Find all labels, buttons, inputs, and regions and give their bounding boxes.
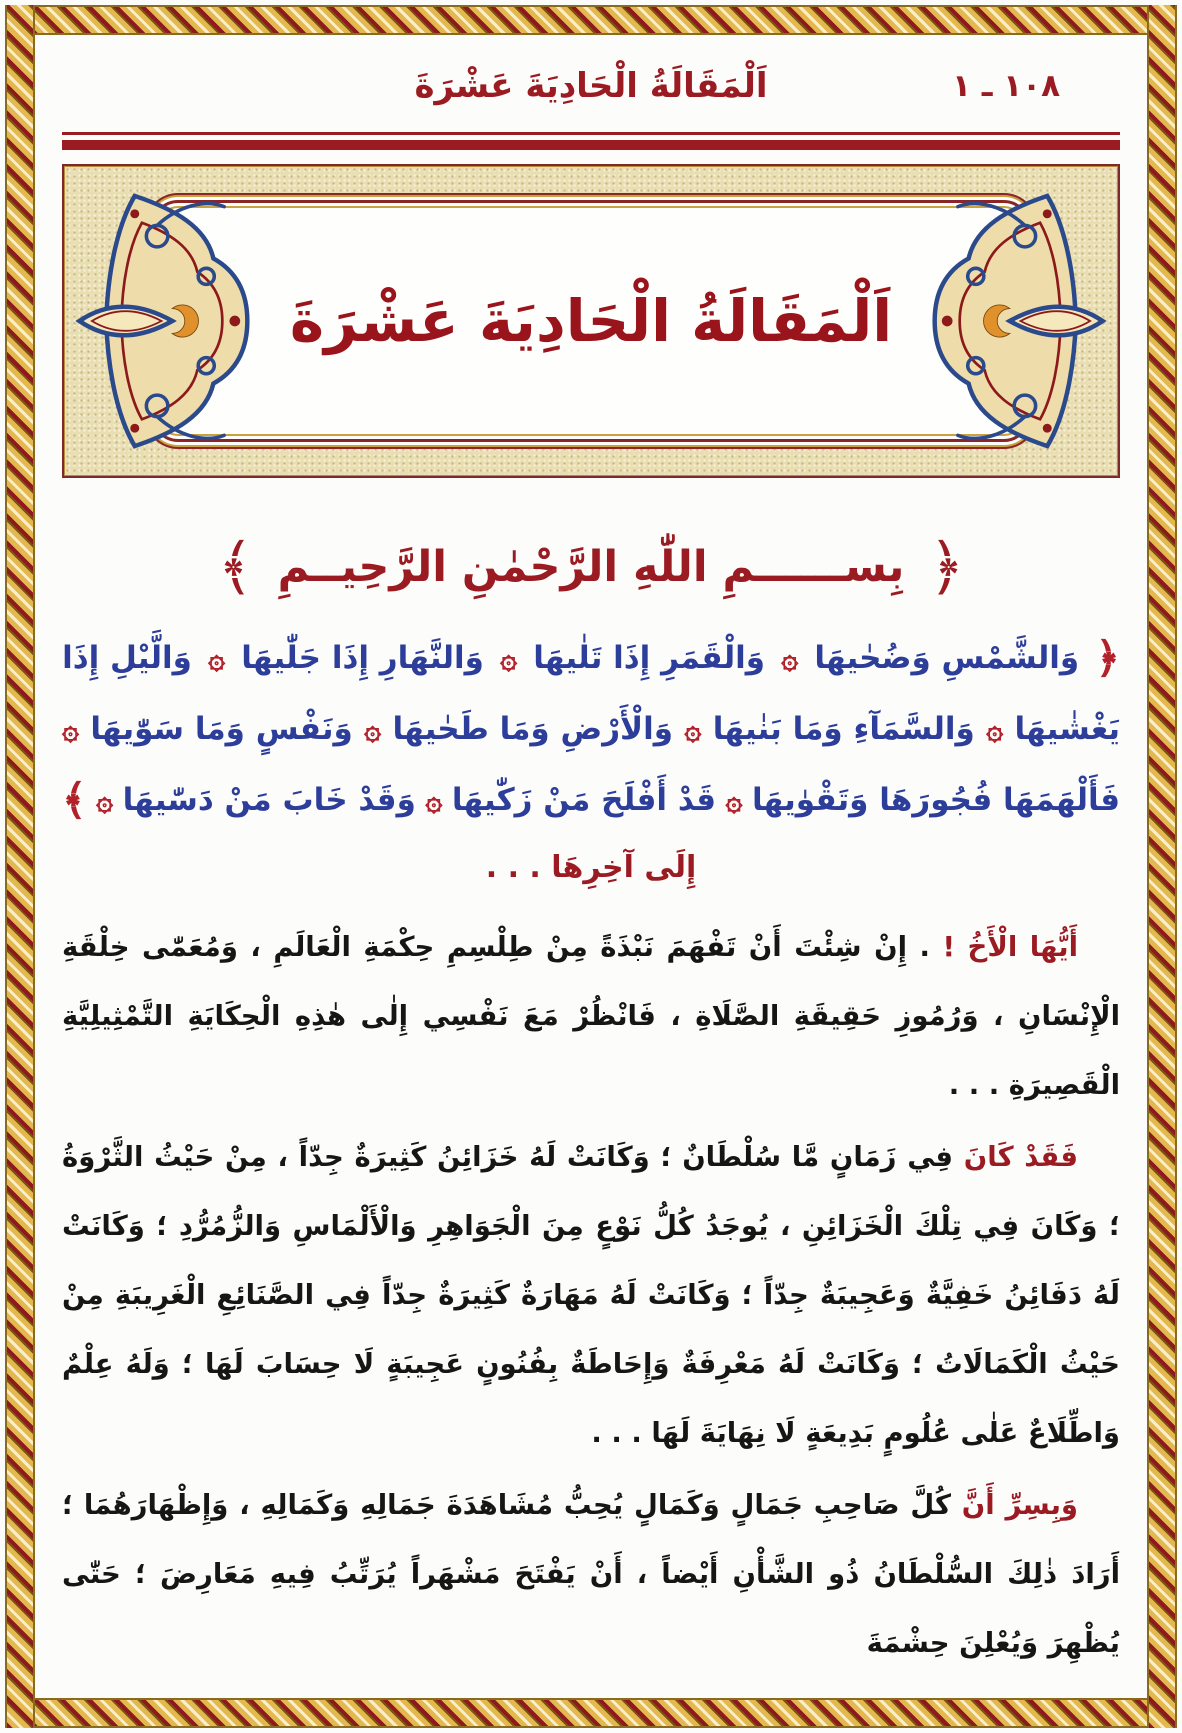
paragraph (62, 1471, 1120, 1678)
header-rule-thin (62, 132, 1120, 135)
verse-text: وَالْقَمَرِ إِذَا تَلٰيهَا (533, 639, 766, 676)
paragraph-lead: فَقَدْ كَانَ (963, 1141, 1078, 1173)
paragraph-body: فِي زَمَانٍ مَّا سُلْطَانٌ ؛ وَكَانَتْ لَهُ خَزَائِنُ كَثِيرَةٌ جِدّاً ، مِنْ حَيْثُ الثَّرْوَةُ ؛ وَكَانَ فِي تِلْكَ الْخَزَائِنِ ، يُوجَدُ كُلُّ نَوْعٍ مِنَ الْجَوَاهِرِ وَالْأَلْمَاسِ وَالزُّمُرُّدِ ؛ وَكَانَتْ لَهُ دَفَائِنُ خَفِيَّةٌ وَعَجِيبَةٌ جِدّاً ؛ وَكَانَتْ لَهُ مَهَارَةٌ كَثِيرَةٌ جِدّاً فِي الصَّنَائِعِ الْغَرِيبَةِ مِنْ حَيْثُ الْكَمَالَاتُ ؛ وَكَانَتْ لَهُ مَعْرِفَةٌ وَإِحَاطَةٌ بِفُنُونٍ عَجِيبَةٍ لَا حِسَابَ لَهَا ؛ وَلَهُ عِلْمٌ وَاطِّلَاعٌ عَلٰى عُلُومٍ بَدِيعَةٍ لَا نِهَايَةَ لَهَا . . . (62, 1141, 1120, 1449)
paragraph-body: كُلَّ صَاحِبِ جَمَالٍ وَكَمَالٍ يُحِبُّ مُشَاهَدَةَ جَمَالِهِ وَكَمَالِهِ ، وَإِظْهَارَهُمَا ؛ أَرَادَ ذٰلِكَ السُّلْطَانُ ذُو الشَّأْنِ أَيْضاً ، أَنْ يَفْتَحَ مَشْهَراً يُرَتِّبُ فِيهِ مَعَارِضَ ؛ حَتّٰى يُظْهِرَ وَيُعْلِنَ حِشْمَةَ (62, 1489, 1120, 1659)
rub-el-hizb-rosette-icon: ۞ (781, 640, 799, 675)
verse-line (62, 622, 1120, 693)
verse-text: فَأَلْهَمَهَا فُجُورَهَا وَتَقْوٰيهَا (752, 781, 1120, 818)
paragraph-lead: وَبِسِرِّ أَنَّ (961, 1489, 1079, 1521)
paragraph-body: . إِنْ شِئْتَ أَنْ تَفْهَمَ نَبْذَةً مِنْ طِلْسِمِ حِكْمَةِ الْعَالَمِ ، وَمُعَمّٰى خِلْقَةِ الْإِنْسَانِ ، وَرُمُوزِ حَقِيقَةِ الصَّلَاةِ ، فَانْظُرْ مَعَ نَفْسِي إِلٰى هٰذِهِ الْحِكَايَةِ التَّمْثِيلِيَّةِ الْقَصِيرَةِ . . . (62, 931, 1120, 1101)
verse-text: قَدْ أَفْلَحَ مَنْ زَكّٰيهَا (451, 781, 717, 818)
verse-text: وَالسَّمَآءِ وَمَا بَنٰيهَا (712, 710, 975, 747)
running-header-title: اَلْمَقَالَةُ الْحَادِيَةَ عَشْرَةَ (414, 66, 768, 106)
verse-text: وَالنَّهَارِ إِذَا جَلّٰيهَا (241, 639, 484, 676)
rub-el-hizb-rosette-icon: ۞ (500, 640, 518, 675)
rub-el-hizb-rosette-icon: ۞ (986, 711, 1004, 746)
rub-el-hizb-rosette-icon: ۞ (62, 711, 80, 746)
rub-el-hizb-rosette-icon: ۞ (684, 711, 702, 746)
rub-el-hizb-rosette-icon: ۞ (96, 782, 114, 817)
page-content (62, 38, 1120, 1695)
rub-el-hizb-rosette-icon: ۞ (725, 782, 743, 817)
border-ornament-top (5, 5, 1177, 35)
illuminated-title-banner (62, 164, 1120, 478)
verse-text: وَنَفْسٍ وَمَا سَوّٰيهَا (90, 710, 353, 747)
paragraph-lead: أَيُّهَا الْأَخُ ! (942, 931, 1078, 963)
ornate-bracket-icon: ﴿ (1095, 633, 1120, 682)
verse-text: وَالَّيْلِ إِذَا (62, 639, 192, 676)
body-text (62, 913, 1120, 1678)
border-ornament-bottom (5, 1698, 1177, 1728)
ornate-bracket-icon: ﴾ (62, 775, 87, 824)
verse-line (62, 764, 1120, 835)
border-ornament-right (1147, 5, 1177, 1728)
paragraph (62, 1123, 1120, 1468)
running-header (62, 58, 1120, 124)
chapter-title: اَلْمَقَالَةُ الْحَادِيَةَ عَشْرَةَ (289, 287, 893, 355)
border-ornament-left (5, 5, 35, 1728)
verse-line (62, 693, 1120, 764)
rub-el-hizb-rosette-icon: ۞ (364, 711, 382, 746)
verse-closing-line: إِلَى آخِرِهَا . . . (485, 850, 697, 885)
quran-verses (62, 622, 1120, 835)
ornate-bracket-open-icon: ﴿ (928, 530, 965, 603)
paragraph (62, 913, 1120, 1120)
rub-el-hizb-rosette-icon: ۞ (208, 640, 226, 675)
ornate-bracket-close-icon: ﴾ (217, 530, 254, 603)
rub-el-hizb-rosette-icon: ۞ (425, 782, 443, 817)
verse-text: وَالشَّمْسِ وَضُحٰيهَا (814, 639, 1080, 676)
verse-text: وَالْأَرْضِ وَمَا طَحٰيهَا (392, 710, 674, 747)
verse-text: وَقَدْ خَابَ مَنْ دَسّٰيهَا (122, 781, 416, 818)
basmala (62, 530, 1120, 603)
header-rule-thick (62, 140, 1120, 150)
basmala-text: بِســــــمِ اللّٰهِ الرَّحْمٰنِ الرَّحِيــمِ (277, 542, 905, 592)
page-number: ١٠٨ ـ ١ (952, 68, 1060, 104)
verse-text: يَغْشٰيهَا (1014, 710, 1120, 747)
